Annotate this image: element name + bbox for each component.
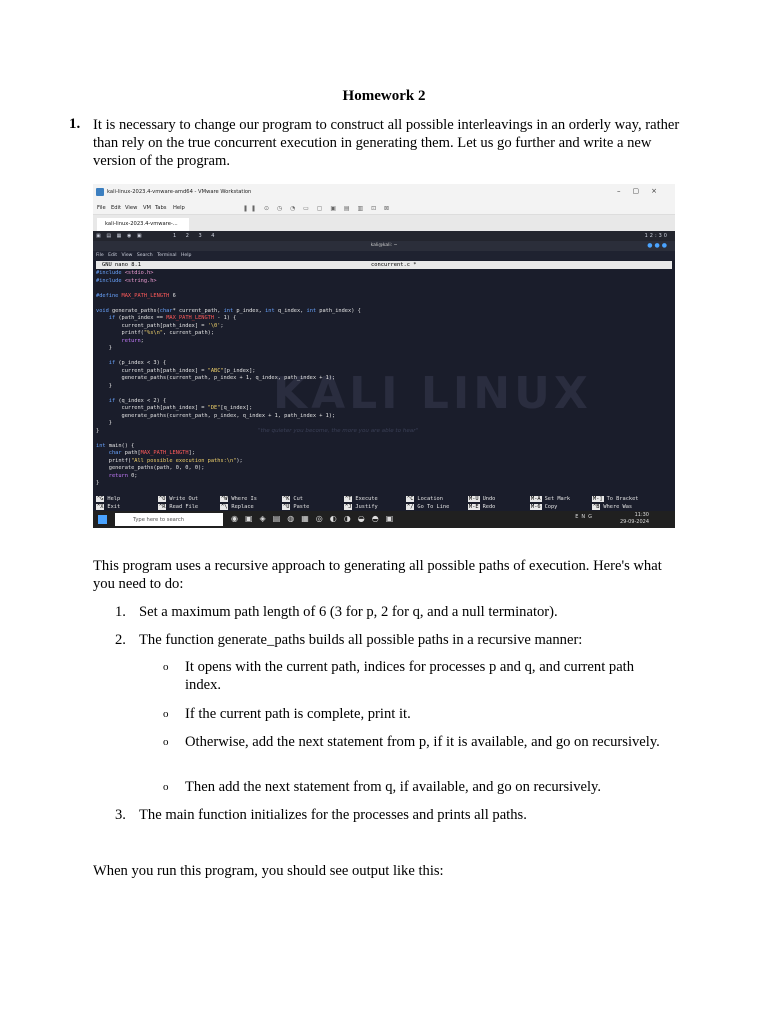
page-title: Homework 2 bbox=[342, 88, 426, 104]
sub-step-text: Otherwise, add the next statement from p, if it is available, and go on recursively. bbox=[185, 734, 660, 750]
kali-watermark: KALI LINUX bbox=[273, 368, 592, 419]
vmware-logo-icon bbox=[96, 188, 104, 196]
sub-step bbox=[163, 778, 673, 796]
shortcut-item: ^W Where Is bbox=[221, 496, 257, 502]
vm-menu-item: Tabs bbox=[155, 205, 167, 211]
nano-header bbox=[96, 261, 672, 269]
terminal-window-controls-icon: ●●● bbox=[647, 242, 669, 249]
step-text: The main function initializes for the processes and prints all paths. bbox=[139, 807, 527, 823]
kali-clock: 12:30 bbox=[644, 233, 669, 239]
shortcut-item: M-E Redo bbox=[469, 504, 496, 510]
step-number: 3. bbox=[115, 807, 126, 823]
shortcut-item: ^C Location bbox=[407, 496, 443, 502]
taskbar-date: 29-09-2024 bbox=[619, 519, 649, 525]
shortcut-item: ^K Cut bbox=[283, 496, 303, 502]
taskbar-time: 11:30 bbox=[634, 512, 649, 518]
question-text: It is necessary to change our program to construct all possible interleavings in an orderly way, rather than rely on the true concurrent execution in generating them. Let us go further and write a new version of the program. bbox=[93, 117, 680, 169]
vm-title-bar bbox=[93, 184, 675, 201]
shortcut-item: ^U Paste bbox=[283, 504, 310, 510]
vm-menu-item: File bbox=[97, 205, 106, 211]
question-number: 1. bbox=[69, 116, 81, 132]
shortcut-item: ^G Help bbox=[97, 496, 121, 502]
shortcut-item: ^\ Replace bbox=[221, 504, 254, 510]
taskbar-clock bbox=[620, 512, 649, 526]
nano-shortcuts bbox=[96, 495, 672, 511]
vm-menu-item: VM bbox=[143, 205, 152, 211]
step-item bbox=[115, 806, 675, 824]
vm-menu-bar bbox=[93, 201, 675, 215]
kali-top-panel bbox=[93, 231, 675, 241]
shortcut-item: ^B Where Was bbox=[593, 504, 633, 510]
vm-tab: kali-linux-2023.4-vmware-... bbox=[97, 218, 189, 231]
shortcut-item: M-A Set Mark bbox=[531, 496, 571, 502]
sub-step-text: If the current path is complete, print it. bbox=[185, 706, 411, 722]
nano-version: GNU nano 8.1 bbox=[102, 262, 141, 268]
step-text: The function generate_paths builds all possible paths in a recursive manner: bbox=[139, 632, 583, 648]
step-text: Set a maximum path length of 6 (3 for p, 2 for q, and a null terminator). bbox=[139, 604, 558, 620]
step-number: 1. bbox=[115, 604, 126, 620]
shortcut-item: M-U Undo bbox=[469, 496, 496, 502]
shortcut-item: ^R Read File bbox=[159, 504, 199, 510]
sub-step bbox=[163, 658, 673, 694]
vm-menu-item: Help bbox=[173, 205, 185, 211]
terminal-menu: File Edit View Search Terminal Help bbox=[93, 251, 675, 260]
step-item bbox=[115, 631, 675, 649]
kali-watermark-sub: "the quieter you become, the more you are able to hear" bbox=[258, 428, 419, 434]
closing-paragraph: When you run this program, you should see output like this: bbox=[93, 863, 444, 879]
taskbar-search: Type here to search bbox=[115, 513, 223, 526]
windows-taskbar bbox=[93, 511, 675, 528]
shortcut-item: ^/ Go To Line bbox=[407, 504, 450, 510]
kali-panel-icons: ▣ ▤ ▦ ◉ ▣ bbox=[96, 233, 144, 239]
terminal-title: kali@kali: ~ bbox=[370, 243, 398, 248]
sub-step bbox=[163, 733, 673, 751]
bullet-circle-icon: o bbox=[163, 736, 169, 748]
terminal-title-bar bbox=[93, 241, 675, 251]
shortcut-item: M-] To Bracket bbox=[593, 496, 639, 502]
intro-paragraph: This program uses a recursive approach to generating all possible paths of execution. Here's what you need to do: bbox=[93, 558, 662, 592]
sub-step-text: It opens with the current path, indices for processes p and q, and current path index. bbox=[185, 659, 635, 693]
shortcut-item: ^J Justify bbox=[345, 504, 378, 510]
vm-menu-item: View bbox=[125, 205, 138, 211]
bullet-circle-icon: o bbox=[163, 708, 169, 720]
shortcut-item: ^X Exit bbox=[97, 504, 121, 510]
window-controls-icon: –▢× bbox=[617, 187, 669, 195]
step-item bbox=[115, 603, 675, 621]
bullet-circle-icon: o bbox=[163, 661, 169, 673]
shortcut-item: M-6 Copy bbox=[531, 504, 558, 510]
nano-file-name: concurrent.c * bbox=[371, 262, 417, 268]
step-number: 2. bbox=[115, 632, 126, 648]
vm-toolbar-icons: ❚❚ ⊙ ◷ ◔ ▭ ▢ ▣ ▤ ▥ ⊡ ⊠ bbox=[243, 205, 393, 212]
vm-window-title: kali-linux-2023.4-vmware-amd64 - VMware Workstation bbox=[107, 189, 252, 195]
vm-tab-strip bbox=[93, 215, 675, 231]
shortcut-item: ^T Execute bbox=[345, 496, 378, 502]
sub-step bbox=[163, 705, 673, 723]
sub-step-text: Then add the next statement from q, if available, and go on recursively. bbox=[185, 779, 602, 795]
vm-menu-item: Edit bbox=[111, 205, 122, 211]
shortcut-item: ^O Write Out bbox=[159, 496, 199, 502]
kali-workspaces: 1 2 3 4 bbox=[173, 233, 219, 239]
bullet-circle-icon: o bbox=[163, 781, 169, 793]
windows-start-icon bbox=[98, 515, 107, 524]
tray-lang: ENG bbox=[575, 514, 595, 520]
embedded-screenshot bbox=[93, 184, 675, 528]
code-editor: #include <stdio.h> #include <string.h> #define MAX_PATH_LENGTH 6 void generate_paths(char* current_path, int p_index, int q_index, int path_index) { if (path_index == MAX_PATH_LENGTH - 1) { current_path[path_index] = '\0'; printf("%s\n", current_path); return; } if (p_index < 3) { current_path[path_index] = "ABC"[p_index]; generate_paths(current_path, p_index + 1, q_index, path_index + 1); } if (q_index < 2) { current_path[path_index] = "DE"[q_index]; generate_paths(current_path, p_index, q_index + 1, path_index + 1); } } int main() { char path[MAX_PATH_LENGTH]; printf("All possible execution paths:\n"); generate_paths(path, 0, 0, 0); return 0; } bbox=[96, 270, 361, 486]
taskbar-app-icons: ◉▣◈▤◍▦◎◐◑◒◓▣ bbox=[231, 514, 401, 523]
